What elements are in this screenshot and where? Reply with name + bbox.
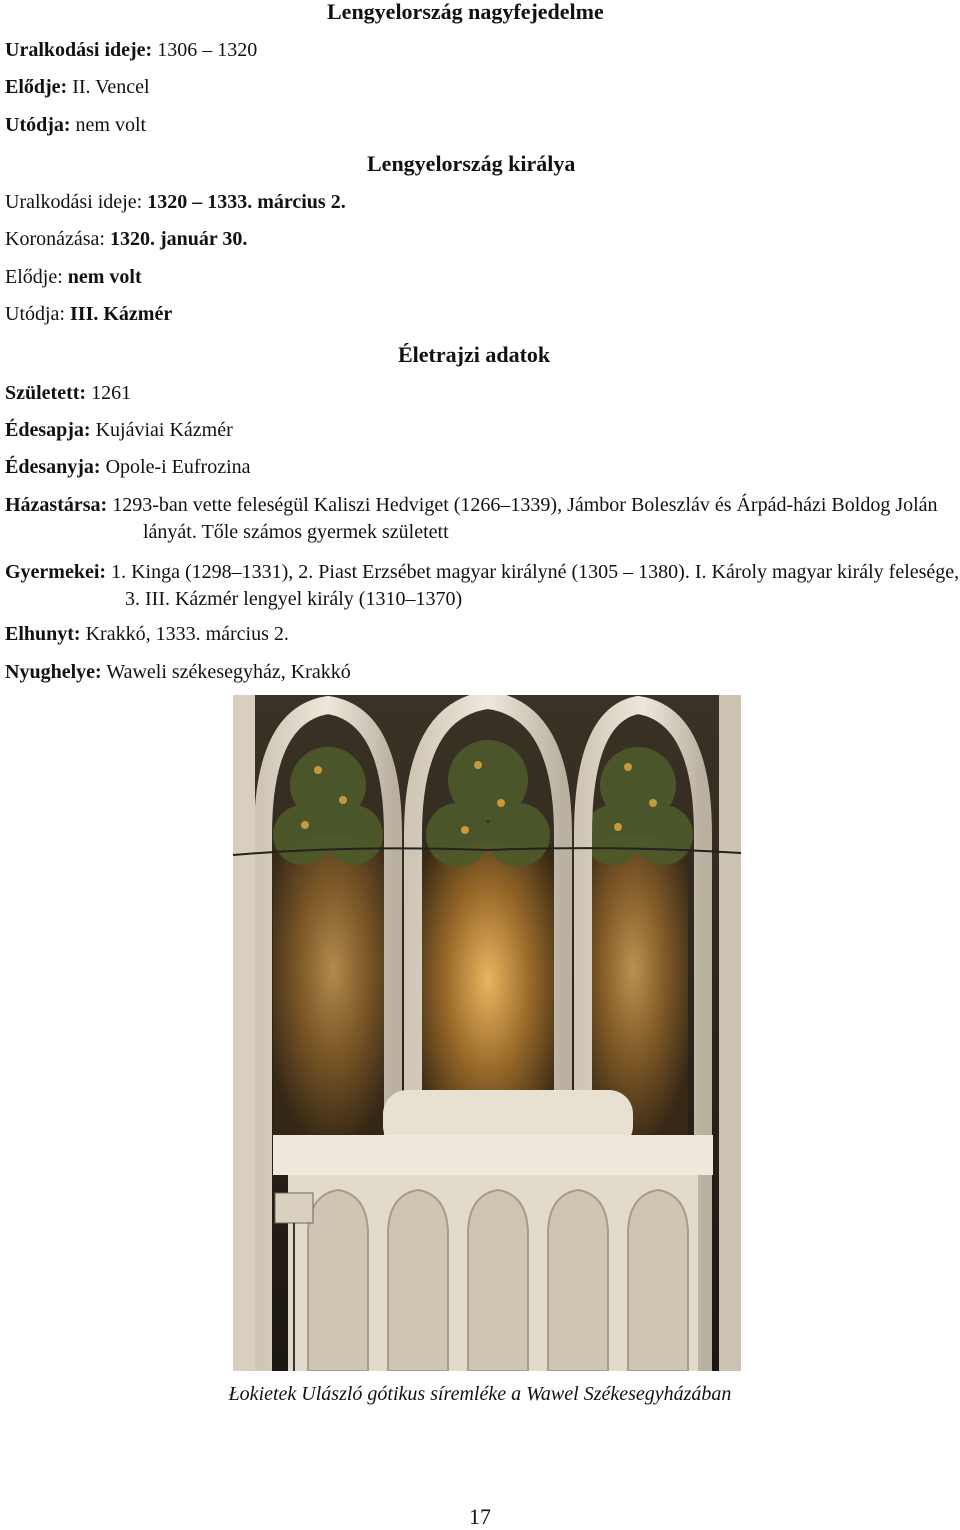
mother-value: Opole-i Eufrozina xyxy=(105,456,251,478)
born-row xyxy=(5,381,131,405)
gp-predecessor-row xyxy=(5,75,150,99)
tomb-illustration xyxy=(233,695,741,1371)
spouse-label: Házastársa: xyxy=(5,494,108,516)
burial-value: Waweli székesegyház, Krakkó xyxy=(106,661,351,683)
mother-label: Édesanyja: xyxy=(5,456,101,478)
mother-row xyxy=(5,455,251,479)
died-label: Elhunyt: xyxy=(5,623,81,645)
gp-reign-value: 1306 – 1320 xyxy=(157,39,258,61)
father-label: Édesapja: xyxy=(5,419,91,441)
king-reign-row xyxy=(5,190,346,214)
spouse-value: 1293-ban vette feleségül Kaliszi Hedviget (1266–1339), Jámbor Boleszláv és Árpád-házi Boldog Jolán lányát. Tőle számos gyermek született xyxy=(112,494,938,543)
born-value: 1261 xyxy=(91,382,132,404)
king-reign-value: 1320 – 1333. március 2. xyxy=(147,191,346,213)
children-paragraph xyxy=(5,559,960,613)
king-coronation-row xyxy=(5,227,247,251)
tomb-photo xyxy=(233,695,741,1371)
king-predecessor-value: nem volt xyxy=(67,266,142,288)
king-coronation-label: Koronázása: xyxy=(5,228,105,250)
burial-row xyxy=(5,660,351,684)
born-label: Született: xyxy=(5,382,87,404)
king-predecessor-row xyxy=(5,265,142,289)
children-label: Gyermekei: xyxy=(5,561,107,583)
king-successor-label: Utódja: xyxy=(5,303,65,325)
gp-reign-row xyxy=(5,38,257,62)
king-successor-row xyxy=(5,302,172,326)
spouse-paragraph xyxy=(5,492,960,546)
king-coronation-value: 1320. január 30. xyxy=(109,228,248,250)
gp-reign-label: Uralkodási ideje: xyxy=(5,39,153,61)
burial-label: Nyughelye: xyxy=(5,661,102,683)
photo-caption: Łokietek Ulászló gótikus síremléke a Wawel Székesegyházában xyxy=(228,1383,732,1405)
king-reign-label: Uralkodási ideje: xyxy=(5,191,143,213)
king-predecessor-label: Elődje: xyxy=(5,266,63,288)
children-value: 1. Kinga (1298–1331), 2. Piast Erzsébet magyar királyné (1305 – 1380). I. Károly magyar király felesége, 3. III. Kázmér lengyel király (1310–1370) xyxy=(111,561,960,610)
gp-successor-row xyxy=(5,113,146,137)
died-value: Krakkó, 1333. március 2. xyxy=(85,623,289,645)
gp-predecessor-label: Elődje: xyxy=(5,76,68,98)
died-row xyxy=(5,622,289,646)
king-heading: Lengyelország királya xyxy=(367,151,576,176)
gp-predecessor-value: II. Vencel xyxy=(72,76,150,98)
gp-successor-label: Utódja: xyxy=(5,114,71,136)
gp-successor-value: nem volt xyxy=(75,114,147,136)
page-number: 17 xyxy=(469,1504,491,1529)
grand-prince-heading: Lengyelország nagyfejedelme xyxy=(327,0,604,24)
father-row xyxy=(5,418,233,442)
king-successor-value: III. Kázmér xyxy=(70,303,173,325)
father-value: Kujáviai Kázmér xyxy=(95,419,233,441)
bio-heading: Életrajzi adatok xyxy=(398,342,551,367)
